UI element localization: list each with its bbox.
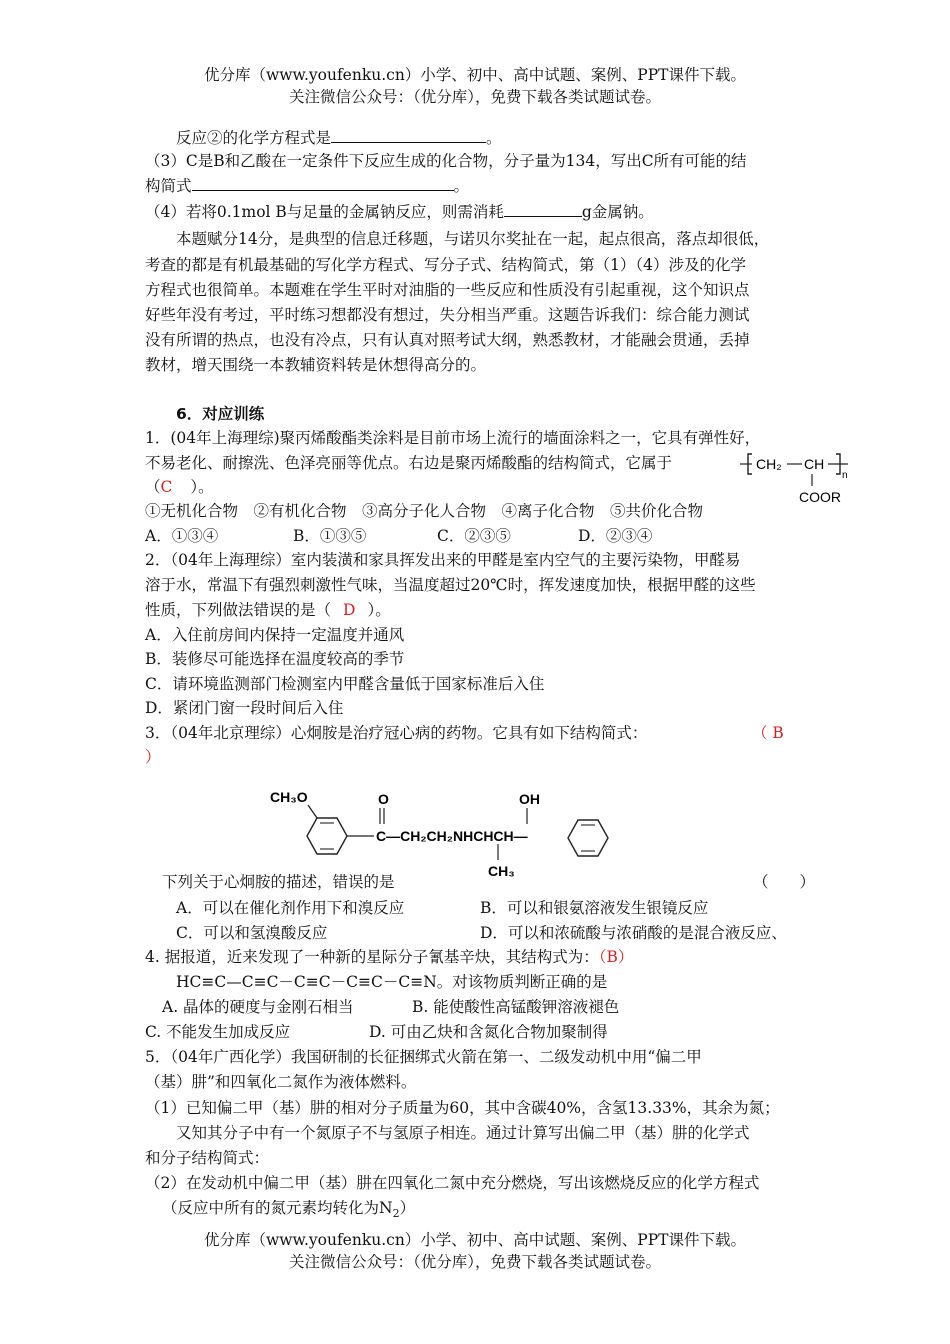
q4-top-text-a: （4）若将0.1mol B与足量的金属钠反应，则需消耗: [145, 203, 504, 221]
polyacrylate-structure: [740, 446, 860, 514]
q5-sub2-line-1: （2）在发动机中偏二甲（基）肼在四氧化二氮中充分燃烧，写出该燃烧反应的化学方程式: [145, 1174, 760, 1192]
q1-line-1: 1．(04年上海理综)聚丙烯酸酯类涂料是目前市场上流行的墙面涂料之一，它具有弹性好，: [145, 429, 761, 447]
paren-close: ）。: [190, 478, 214, 496]
xinjiongan-structure: [262, 780, 634, 880]
q2-option-a: A．入住前房间内保持一定温度并通风: [145, 626, 405, 644]
chain-label: C—CH₂CH₂NHCHCH—: [376, 828, 528, 844]
q2-line-2: 溶于水，常温下有强烈刺激性气味，当温度超过20℃时，挥发速度加快，根据甲醛的这些: [145, 576, 756, 594]
q3-top-line1: （3）C是B和乙酸在一定条件下反应生成的化合物，分子量为134，写出C所有可能的结: [145, 152, 747, 170]
q2-option-c: C．请环境监测部门检测室内甲醛含量低于国家标准后入住: [145, 675, 545, 693]
q3-line-1: 3．（04年北京理综）心炯胺是治疗冠心病的药物。它具有如下结构简式：: [145, 724, 648, 742]
q4-option-d: D. 可由乙炔和含氮化合物加聚制得: [369, 1023, 608, 1041]
bond-ch3o: [308, 805, 317, 818]
q1-option-a: A．①③④: [145, 527, 219, 545]
subscript-2: 2: [392, 1207, 400, 1221]
q2-line-3-close: ）。: [367, 601, 391, 619]
comment-line-3: 方程式也很简单。本题难在学生平时对油脂的一些反应和性质没有引起重视，这个知识点: [145, 281, 750, 299]
q3-option-d: D．可以和浓硫酸与浓硝酸的是混合液反应、: [480, 924, 787, 942]
q3-question: 下列关于心炯胺的描述，错误的是: [162, 873, 395, 891]
footer-line-1: 优分库（www.youfenku.cn）小学、初中、高中试题、案例、PPT课件下载。: [203, 1231, 747, 1249]
q3-top-text: 构简式: [145, 177, 192, 195]
q1-option-c: C．②③⑤: [437, 527, 511, 545]
q3-answer-close: ）: [145, 748, 161, 766]
q4-option-c: C. 不能发生加成反应: [145, 1023, 291, 1041]
q2-answer: D: [343, 601, 356, 619]
ch2-label: CH₂: [756, 456, 782, 472]
n-label: n: [842, 470, 848, 481]
answer-blank: [331, 126, 486, 143]
q3-top-line2: [145, 174, 469, 197]
q4-top-line: [145, 200, 654, 223]
q1-items: ①无机化合物 ②有机化合物 ③高分子化人合物 ④离子化合物 ⑤共价化合物: [145, 502, 704, 520]
reaction2-line: [176, 126, 502, 149]
q4-option-a: A. 晶体的硬度与金刚石相当: [162, 998, 354, 1016]
q4-option-b: B. 能使酸性高锰酸钾溶液褪色: [412, 998, 620, 1016]
q3-paren: （ ）: [753, 873, 816, 891]
footer-line-2: 关注微信公众号：（优分库），免费下载各类试题试卷。: [288, 1253, 661, 1271]
q5-sub1-line-2: 又知其分子中有一个氮原子不与氢原子相连。通过计算写出偏二甲（基）肼的化学式: [176, 1124, 750, 1142]
q4-structure: HC≡C—C≡C－C≡C－C≡C－C≡N。对该物质判断正确的是: [176, 973, 608, 991]
coor-label: COOR: [799, 489, 841, 505]
q1-line-2: 不易老化、耐擦洗、色泽亮丽等优点。右边是聚丙烯酸酯的结构简式，它属于: [145, 454, 673, 472]
answer-blank: [504, 200, 582, 217]
q3-answer: （ B: [752, 724, 784, 742]
ch-label: CH: [804, 456, 825, 472]
period: 。: [486, 129, 502, 147]
q5-sub2-line-2: [162, 1197, 415, 1225]
comment-line-4: 好些年没有考过，平时练习想都没有想过，失分相当严重。这题告诉我们：综合能力测试: [145, 306, 750, 324]
o-label: O: [378, 791, 389, 807]
q1-option-d: D．②③④: [578, 527, 653, 545]
comment-line-1: 本题赋分14分，是典型的信息迁移题，与诺贝尔奖扯在一起，起点很高，落点却很低，: [176, 230, 770, 248]
answer-blank: [192, 174, 454, 191]
header-line-2: 关注微信公众号：（优分库），免费下载各类试题试卷。: [288, 88, 661, 106]
q2-line-3: [145, 599, 391, 621]
q5-sub2-text: （反应中所有的氮元素均转化为N: [162, 1199, 393, 1217]
reaction2-text: 反应②的化学方程式是: [176, 129, 332, 147]
paren-open: （: [145, 478, 161, 496]
q2-option-d: D．紧闭门窗一段时间后入住: [145, 699, 344, 717]
q2-line-3-text: 性质，下列做法错误的是（: [145, 601, 332, 619]
q1-option-b: B．①③⑤: [293, 527, 367, 545]
q5-sub1-line-1: （1）已知偏二甲（基）肼的相对分子质量为60，其中含碳40%，含氢13.33%，其余为氮；: [145, 1099, 780, 1117]
oh-label: OH: [519, 791, 540, 807]
ch3-label: CH₃: [488, 863, 515, 879]
q3-option-b: B．可以和银氨溶液发生银镜反应: [480, 899, 709, 917]
q3-option-c: C．可以和氢溴酸反应: [176, 924, 328, 942]
q5-line-2: （基）肼”和四氧化二氮作为液体燃料。: [145, 1073, 417, 1091]
comment-line-2: 考查的都是有机最基础的写化学方程式、写分子式、结构简式，第（1）（4）涉及的化学: [145, 256, 746, 274]
q3-option-a: A．可以在催化剂作用下和溴反应: [176, 899, 405, 917]
q4-answer: （B）: [598, 948, 634, 966]
q4-top-text-b: g金属钠。: [581, 203, 654, 221]
q5-line-1: 5．（04年广西化学）我国研制的长征捆绑式火箭在第一、二级发动机中用“偏二甲: [145, 1048, 702, 1066]
q2-option-b: B．装修尽可能选择在温度较高的季节: [145, 650, 405, 668]
q5-sub1-line-3: 和分子结构简式：: [145, 1149, 270, 1167]
ch3o-label: CH₃O: [270, 789, 308, 805]
q1-answer-line: [145, 476, 214, 498]
header-line-1: 优分库（www.youfenku.cn）小学、初中、高中试题、案例、PPT课件下载。: [203, 66, 747, 84]
comment-line-5: 没有所谓的热点，也没有冷点，只有认真对照考试大纲，熟悉教材，才能融会贯通，丢掉: [145, 331, 750, 349]
q4-line-1: [145, 946, 633, 968]
comment-line-6: 教材，增天围绕一本教辅资料转是休想得高分的。: [145, 356, 487, 374]
period: 。: [453, 177, 470, 195]
q5-sub2-close: ）: [399, 1199, 416, 1217]
q2-line-1: 2．（04年上海理综）室内装潢和家具挥发出来的甲醛是室内空气的主要污染物，甲醛易: [145, 551, 741, 569]
q4-line-1-text: 4. 据报道，近来发现了一种新的星际分子氰基辛炔，其结构式为：: [145, 948, 599, 966]
q1-answer: C: [160, 478, 173, 496]
section-title: 6．对应训练: [176, 405, 265, 423]
